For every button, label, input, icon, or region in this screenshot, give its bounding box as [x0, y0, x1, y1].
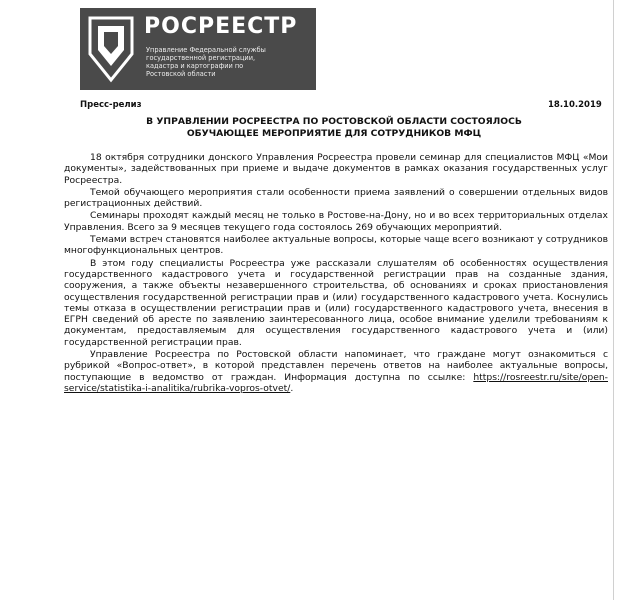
paragraph-5: В этом году специалисты Росреестра уже рассказали слушателям об особенностях осуществления государственного кадастрового учета и государственной регистрации прав на созданные здания, сооружения, а также объекты незавершенного строительства, об основаниях и сроках приостановления осуществления государственной регистрации прав и (или) государственного кадастрового учета. Коснулись темы отказа в осуществлении регистрации прав и (или) государственного кадастрового учета, внесения в ЕГРН сведений об аресте по заявлению заинтересованного лица, особое внимание уделили требованиям к документам, предоставляемым для осуществления государственного кадастрового учета и (или) государственной регистрации прав. — [64, 257, 608, 348]
article-body — [64, 152, 608, 395]
paragraph-6-end: . — [290, 382, 294, 394]
headline-line-2: ОБУЧАЮЩЕЕ МЕРОПРИЯТИЕ ДЛЯ СОТРУДНИКОВ МФЦ — [186, 128, 482, 139]
paragraph-6-text: Управление Росреестра по Ростовской области напоминает, что граждане могут ознакомиться с рубрикой «Вопрос-ответ», в которой представлен перечень ответов на наиболее актуальные вопросы, поступающие в ведомство от граждан. Информация доступна по ссылке: — [64, 349, 608, 383]
paragraph-6 — [64, 349, 608, 394]
faq-link[interactable]: https://rosreestr.ru/site/open-service/statistika-i-analitika/rubrika-vopros-otvet/ — [64, 371, 608, 394]
rosreestr-emblem-icon — [86, 14, 136, 84]
paragraph-2: Темой обучающего мероприятия стали особенности приема заявлений о совершении отдельных видов регистрационных действий. — [64, 186, 608, 210]
paragraph-4: Темами встреч становятся наиболее актуальные вопросы, которые чаще всего возникают у сотрудников многофункциональных центров. — [64, 234, 608, 257]
rosreestr-logo — [80, 8, 316, 90]
scan-edge-line — [613, 0, 614, 600]
release-date: 18.10.2019 — [548, 100, 602, 110]
press-release-label: Пресс-релиз — [80, 100, 142, 110]
subtitle-line: государственной регистрации, — [146, 54, 256, 63]
subtitle-line: Управление Федеральной службы — [146, 46, 266, 54]
headline-line-1: В УПРАВЛЕНИИ РОСРЕЕСТРА ПО РОСТОВСКОЙ ОБЛАСТИ СОСТОЯЛОСЬ — [146, 116, 522, 127]
headline — [74, 116, 594, 140]
paragraph-3: Семинары проходят каждый месяц не только в Ростове-на-Дону, но и во всех территориальных отделах Управления. Всего за 9 месяцев текущего года состоялось 269 обучающих мероприятий. — [64, 210, 608, 233]
agency-subtitle — [146, 46, 312, 78]
brand-name: РОСРЕЕСТР — [144, 14, 298, 39]
subtitle-line: Ростовской области — [146, 70, 216, 79]
subtitle-line: кадастра и картографии по — [146, 62, 244, 71]
paragraph-1: 18 октября сотрудники донского Управления Росреестра провели семинар для специалистов МФЦ «Мои документы», задействованных при приеме и выдаче документов в рамках оказания государственных услуг Росреестра. — [64, 152, 608, 186]
